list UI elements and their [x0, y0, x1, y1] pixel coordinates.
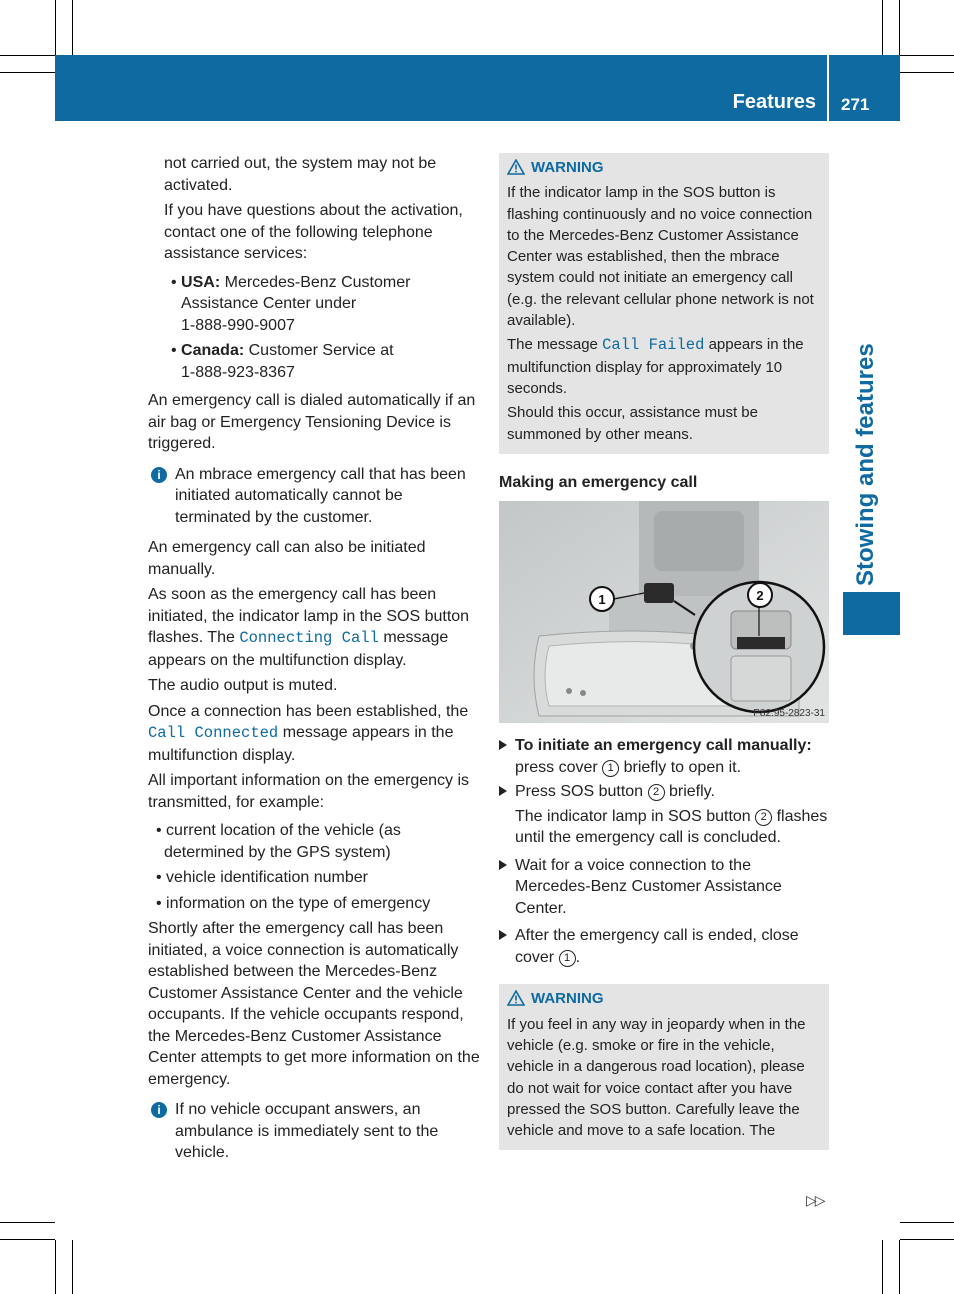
- step-text: press cover: [515, 758, 598, 776]
- step-text: Wait for a voice connection to the Mercedes-Benz Customer Assistance Center.: [515, 856, 782, 917]
- instruction-step: [499, 855, 829, 920]
- info-text: If no vehicle occupant answers, an ambulance is immediately sent to the vehicle.: [175, 1101, 439, 1161]
- step-note: [499, 806, 829, 849]
- crop-mark: [55, 0, 56, 55]
- crop-mark: [55, 1240, 56, 1294]
- warning-triangle-icon: [507, 990, 525, 1006]
- crop-mark: [72, 0, 73, 55]
- page-number: 271: [841, 95, 870, 114]
- list-item: • Canada: Customer Service at 1-888-923-8367: [171, 342, 394, 381]
- paragraph: An emergency call can also be initiated manually.: [148, 539, 426, 578]
- side-tab-label: Stowing and features: [852, 343, 879, 586]
- info-note: [148, 464, 480, 529]
- crop-mark: [900, 1222, 954, 1223]
- callout-number: 1: [602, 760, 619, 777]
- warning-text: Should this occur, assistance must be summoned by other means.: [507, 404, 758, 443]
- display-message: Call Failed: [602, 336, 705, 355]
- warning-box: [499, 153, 829, 454]
- paragraph: All important information on the emergency is transmitted, for example:: [148, 772, 470, 811]
- paragraph: [148, 701, 480, 767]
- list-item: • information on the type of emergency: [156, 894, 431, 912]
- step-bold: To initiate an emergency call manually:: [515, 737, 812, 755]
- info-icon: i: [151, 1102, 167, 1118]
- display-message: Call Connected: [148, 724, 279, 742]
- crop-mark: [900, 1239, 954, 1240]
- crop-mark: [900, 72, 954, 73]
- usa-phone: 1-888-990-9007: [181, 316, 295, 334]
- rearview-mirror-figure: [499, 501, 829, 723]
- crop-mark: [882, 1240, 883, 1294]
- paragraph: An emergency call is dialed automatically if an air bag or Emergency Tensioning Device is triggered.: [148, 392, 476, 452]
- warning-text: If you feel in any way in jeopardy when in the vehicle (e.g. smoke or fire in the vehicle, vehicle in a dangerous road location), please do not wait for voice contact after you have pressed the SOS button. Carefully leave the vehicle and move to a safe location. The: [507, 1015, 806, 1140]
- header-divider: [827, 55, 829, 121]
- crop-mark: [0, 1222, 55, 1223]
- step-text: The indicator lamp in SOS button: [515, 807, 751, 825]
- crop-mark: [0, 72, 55, 73]
- right-column: [499, 153, 829, 1150]
- paragraph: not carried out, the system may not be activated.: [164, 155, 437, 194]
- left-column: [148, 153, 480, 1168]
- warning-triangle-icon: [507, 159, 525, 175]
- paragraph-text: Once a connection has been established, the: [148, 702, 469, 720]
- display-message: Connecting Call: [239, 629, 379, 647]
- step-text: Press SOS button: [515, 783, 644, 801]
- step-arrow-icon: [499, 860, 507, 870]
- warning-title: [507, 988, 821, 1009]
- warning-text-part: appears in the multifunction display for approximately 10 seconds.: [507, 336, 804, 397]
- canada-text: Customer Service at: [248, 342, 394, 359]
- paragraph-text: As soon as the emergency call has been initiated, the indicator lamp in the SOS button flashes. The: [148, 586, 470, 646]
- list-item: • vehicle identification number: [156, 869, 368, 886]
- instruction-step: [499, 735, 829, 778]
- warning-text-part: The message: [507, 336, 598, 354]
- step-arrow-icon: [499, 930, 507, 940]
- list-item: • USA: Mercedes-Benz Customer Assistance Center under 1-888-990-9007: [171, 273, 411, 334]
- subheading: Making an emergency call: [499, 473, 698, 491]
- crop-mark: [899, 0, 900, 55]
- paragraph-text: message appears in the multifunction display.: [148, 724, 454, 764]
- step-text: briefly.: [668, 783, 715, 801]
- info-icon: i: [151, 467, 167, 483]
- paragraph: The audio output is muted.: [148, 677, 338, 694]
- instruction-step: [499, 925, 829, 968]
- usa-text: Mercedes-Benz Customer Assistance Center under: [181, 273, 411, 312]
- list-item: • current location of the vehicle (as determined by the GPS system): [156, 822, 401, 861]
- info-text: An mbrace emergency call that has been initiated automatically cannot be terminated by the customer.: [175, 465, 466, 526]
- section-title: Features: [732, 91, 816, 113]
- warning-text: [507, 334, 821, 399]
- figure-callout-2: 2: [756, 588, 764, 604]
- warning-text: If the indicator lamp in the SOS button is flashing continuously and no voice connection to the Mercedes-Benz Customer Assistance Center was established, then the mbrace system could not initiate an emergency call (e.g. the relevant cellular phone network is not available).: [507, 184, 814, 330]
- step-arrow-icon: [499, 740, 507, 750]
- warning-title: [507, 157, 821, 178]
- step-text: After the emergency call is ended, close cover: [515, 927, 799, 966]
- canada-label: Canada:: [181, 342, 245, 359]
- step-text: briefly to open it.: [623, 758, 742, 776]
- canada-phone: 1-888-923-8367: [181, 363, 295, 381]
- step-list: [499, 735, 829, 968]
- step-arrow-icon: [499, 786, 507, 796]
- crop-mark: [0, 55, 55, 56]
- info-note: [148, 1099, 480, 1164]
- header-bar: [55, 55, 900, 121]
- instruction-step: [499, 781, 829, 803]
- mirror-illustration: [499, 501, 829, 723]
- crop-mark: [72, 1240, 73, 1294]
- crop-mark: [899, 1240, 900, 1294]
- continue-arrows-icon: ▷▷: [806, 1192, 824, 1208]
- paragraph: Shortly after the emergency call has been initiated, a voice connection is automatically established between the Mercedes-Benz Customer Assistance Center and the vehicle occupants. If the vehicle occupants respond, the Mercedes-Benz Customer Assistance Center attempts to get more information on the emergency.: [148, 920, 480, 1088]
- list-item-text: vehicle identification number: [166, 869, 368, 886]
- paragraph: If you have questions about the activation, contact one of the following telephone assistance services:: [164, 202, 463, 262]
- callout-number: 2: [755, 809, 772, 826]
- warning-label: WARNING: [531, 990, 604, 1008]
- paragraph: [148, 584, 480, 671]
- paragraph-text: message appears on the multifunction display.: [148, 629, 449, 669]
- figure-code: P82.95-2823-31: [753, 708, 825, 720]
- list-item-text: information on the type of emergency: [166, 894, 431, 912]
- usa-label: USA:: [181, 273, 221, 291]
- warning-label: WARNING: [531, 159, 604, 176]
- crop-mark: [882, 0, 883, 55]
- step-text: flashes until the emergency call is concluded.: [515, 807, 828, 847]
- warning-box: [499, 984, 829, 1150]
- callout-number: 1: [559, 950, 576, 967]
- figure-callout-1: 1: [598, 592, 606, 608]
- crop-mark: [900, 55, 954, 56]
- crop-mark: [0, 1239, 55, 1240]
- step-text: .: [575, 948, 581, 966]
- list-item-text: current location of the vehicle (as determined by the GPS system): [164, 822, 401, 861]
- side-tab-block: [843, 592, 900, 635]
- callout-number: 2: [648, 784, 665, 801]
